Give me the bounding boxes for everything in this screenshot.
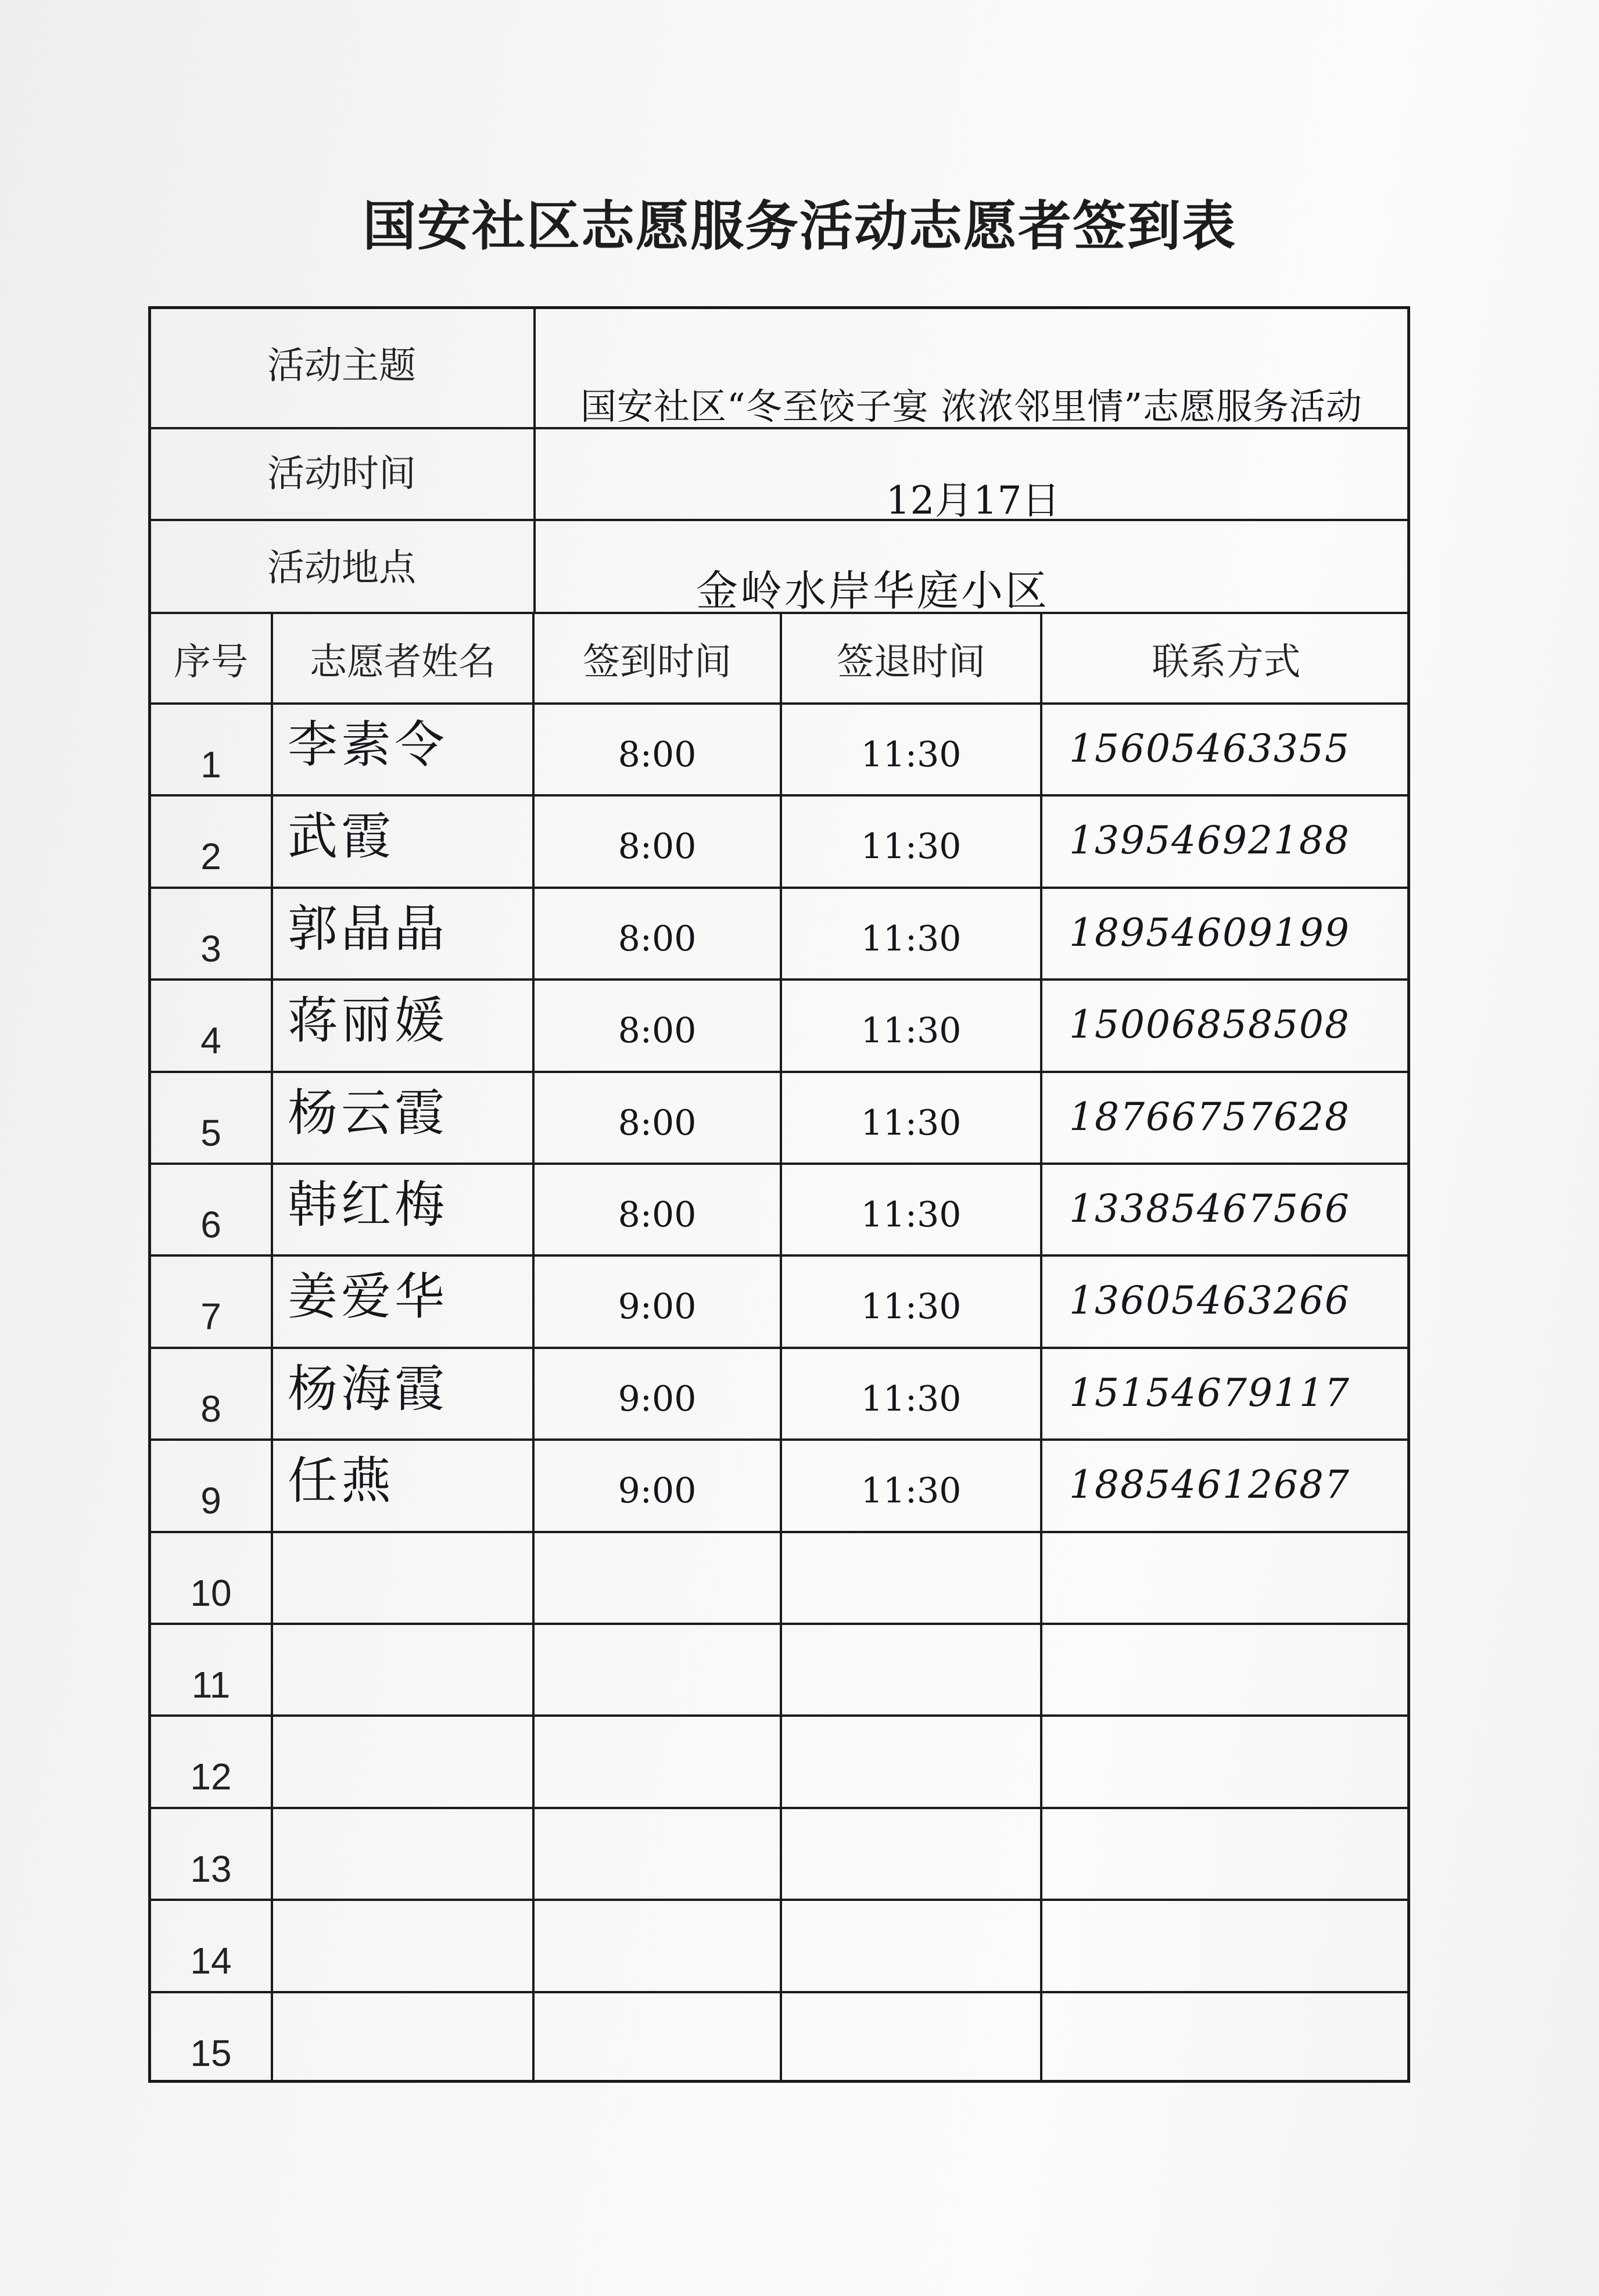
row-number: 3 — [200, 928, 221, 970]
row-number: 6 — [200, 1204, 221, 1246]
signout-time: 11:30 — [861, 919, 962, 959]
signin-time: 8:00 — [618, 1103, 697, 1143]
row-divider — [148, 1623, 1410, 1625]
row-divider — [148, 1163, 1410, 1165]
row-number: 15 — [190, 2032, 232, 2074]
row-number: 10 — [190, 1572, 232, 1614]
contact-phone — [1046, 1640, 1406, 1698]
col-header-name: 志愿者姓名 — [310, 641, 496, 684]
signout-time: 11:30 — [861, 1103, 962, 1143]
row-number: 11 — [191, 1664, 231, 1706]
col-header-signout: 签退时间 — [837, 641, 985, 684]
volunteer-name — [276, 1725, 532, 1789]
time-value: 12月17日 — [885, 478, 1060, 523]
signout-time — [782, 1554, 1040, 1612]
signout-time: 11:30 — [861, 1379, 962, 1419]
signout-time: 11:30 — [861, 1194, 962, 1235]
theme-value: 国安社区“冬至饺子宴 浓浓邻里情”志愿服务活动 — [580, 385, 1363, 428]
contact-phone: 15154679117 — [1069, 1371, 1350, 1415]
contact-phone: 13605463266 — [1069, 1278, 1350, 1323]
signout-time: 11:30 — [861, 826, 962, 867]
row-divider — [148, 1531, 1410, 1533]
contact-phone — [1046, 1732, 1406, 1790]
volunteer-name: 姜爱华 — [288, 1268, 448, 1326]
contact-phone: 18766757628 — [1069, 1095, 1350, 1139]
row-number: 8 — [200, 1388, 221, 1430]
row-divider — [148, 1254, 1410, 1257]
signin-time: 8:00 — [618, 1194, 697, 1235]
row-divider — [148, 1071, 1410, 1073]
volunteer-name — [276, 1633, 532, 1697]
volunteer-name: 杨云霞 — [288, 1084, 448, 1142]
volunteer-name: 郭晶晶 — [288, 900, 448, 958]
signin-time: 8:00 — [618, 826, 697, 867]
volunteer-name — [276, 2001, 532, 2065]
volunteer-name: 李素令 — [288, 716, 448, 774]
contact-phone — [1046, 2008, 1406, 2067]
volunteer-name: 杨海霞 — [288, 1360, 448, 1418]
col-header-contact: 联系方式 — [1152, 641, 1301, 684]
contact-phone — [1046, 1916, 1406, 1974]
signin-time — [535, 1646, 780, 1704]
signin-time — [535, 1738, 780, 1796]
signout-time: 11:30 — [861, 734, 962, 775]
time-label: 活动时间 — [267, 453, 416, 496]
row-number: 2 — [200, 835, 221, 877]
signout-time — [782, 1738, 1040, 1796]
signout-time: 11:30 — [861, 1286, 962, 1327]
signout-time — [782, 1922, 1040, 1980]
row-number: 5 — [200, 1112, 221, 1154]
row-number: 12 — [190, 1756, 232, 1798]
row-number: 9 — [200, 1480, 221, 1522]
volunteer-name: 蒋丽媛 — [288, 992, 448, 1050]
signout-time: 11:30 — [861, 1470, 962, 1511]
row-divider — [148, 1714, 1410, 1717]
signin-time — [535, 1554, 780, 1612]
volunteer-name — [276, 1817, 532, 1881]
volunteer-name: 任燕 — [288, 1452, 395, 1510]
signin-time — [535, 1830, 780, 1888]
signin-time — [535, 2014, 780, 2072]
volunteer-name: 韩红梅 — [288, 1176, 448, 1234]
row-divider — [148, 1899, 1410, 1901]
theme-label: 活动主题 — [267, 345, 416, 388]
row-divider — [148, 1347, 1410, 1349]
place-label: 活动地点 — [267, 547, 416, 590]
row-number: 13 — [190, 1848, 232, 1890]
signout-time: 11:30 — [861, 1010, 962, 1051]
row-divider — [148, 887, 1410, 889]
contact-phone: 18954609199 — [1069, 910, 1350, 955]
signout-time — [782, 1646, 1040, 1704]
signin-time: 8:00 — [618, 919, 697, 959]
signin-time: 9:00 — [618, 1470, 697, 1511]
contact-phone — [1046, 1824, 1406, 1882]
signin-time: 9:00 — [618, 1286, 697, 1327]
signin-time: 9:00 — [618, 1379, 697, 1419]
row-number: 7 — [200, 1296, 221, 1337]
signin-time: 8:00 — [618, 734, 697, 775]
row-number: 14 — [190, 1940, 232, 1982]
col-header-no: 序号 — [174, 641, 248, 684]
contact-phone: 15006858508 — [1069, 1002, 1350, 1047]
volunteer-name: 武霞 — [288, 808, 395, 866]
form-title: 国安社区志愿服务活动志愿者签到表 — [362, 195, 1236, 257]
contact-phone: 13954692188 — [1069, 818, 1350, 863]
volunteer-name — [276, 1909, 532, 1973]
signout-time — [782, 2014, 1040, 2072]
contact-phone: 13385467566 — [1069, 1186, 1350, 1231]
row-divider — [148, 1991, 1410, 1993]
row-divider — [148, 978, 1410, 981]
row-number: 1 — [200, 744, 221, 785]
contact-phone: 18854612687 — [1069, 1462, 1350, 1507]
row-number: 4 — [200, 1020, 221, 1061]
contact-phone: 15605463355 — [1069, 726, 1350, 771]
signin-time — [535, 1922, 780, 1980]
row-divider — [148, 1807, 1410, 1809]
row-divider — [148, 1438, 1410, 1441]
signout-time — [782, 1830, 1040, 1888]
contact-phone — [1046, 1548, 1406, 1606]
row-divider — [148, 794, 1410, 797]
volunteer-name — [276, 1541, 532, 1605]
row-divider — [148, 702, 1410, 705]
col-header-signin: 签到时间 — [583, 641, 732, 684]
place-value: 金岭水岸华庭小区 — [695, 566, 1049, 615]
signin-time: 8:00 — [618, 1010, 697, 1051]
